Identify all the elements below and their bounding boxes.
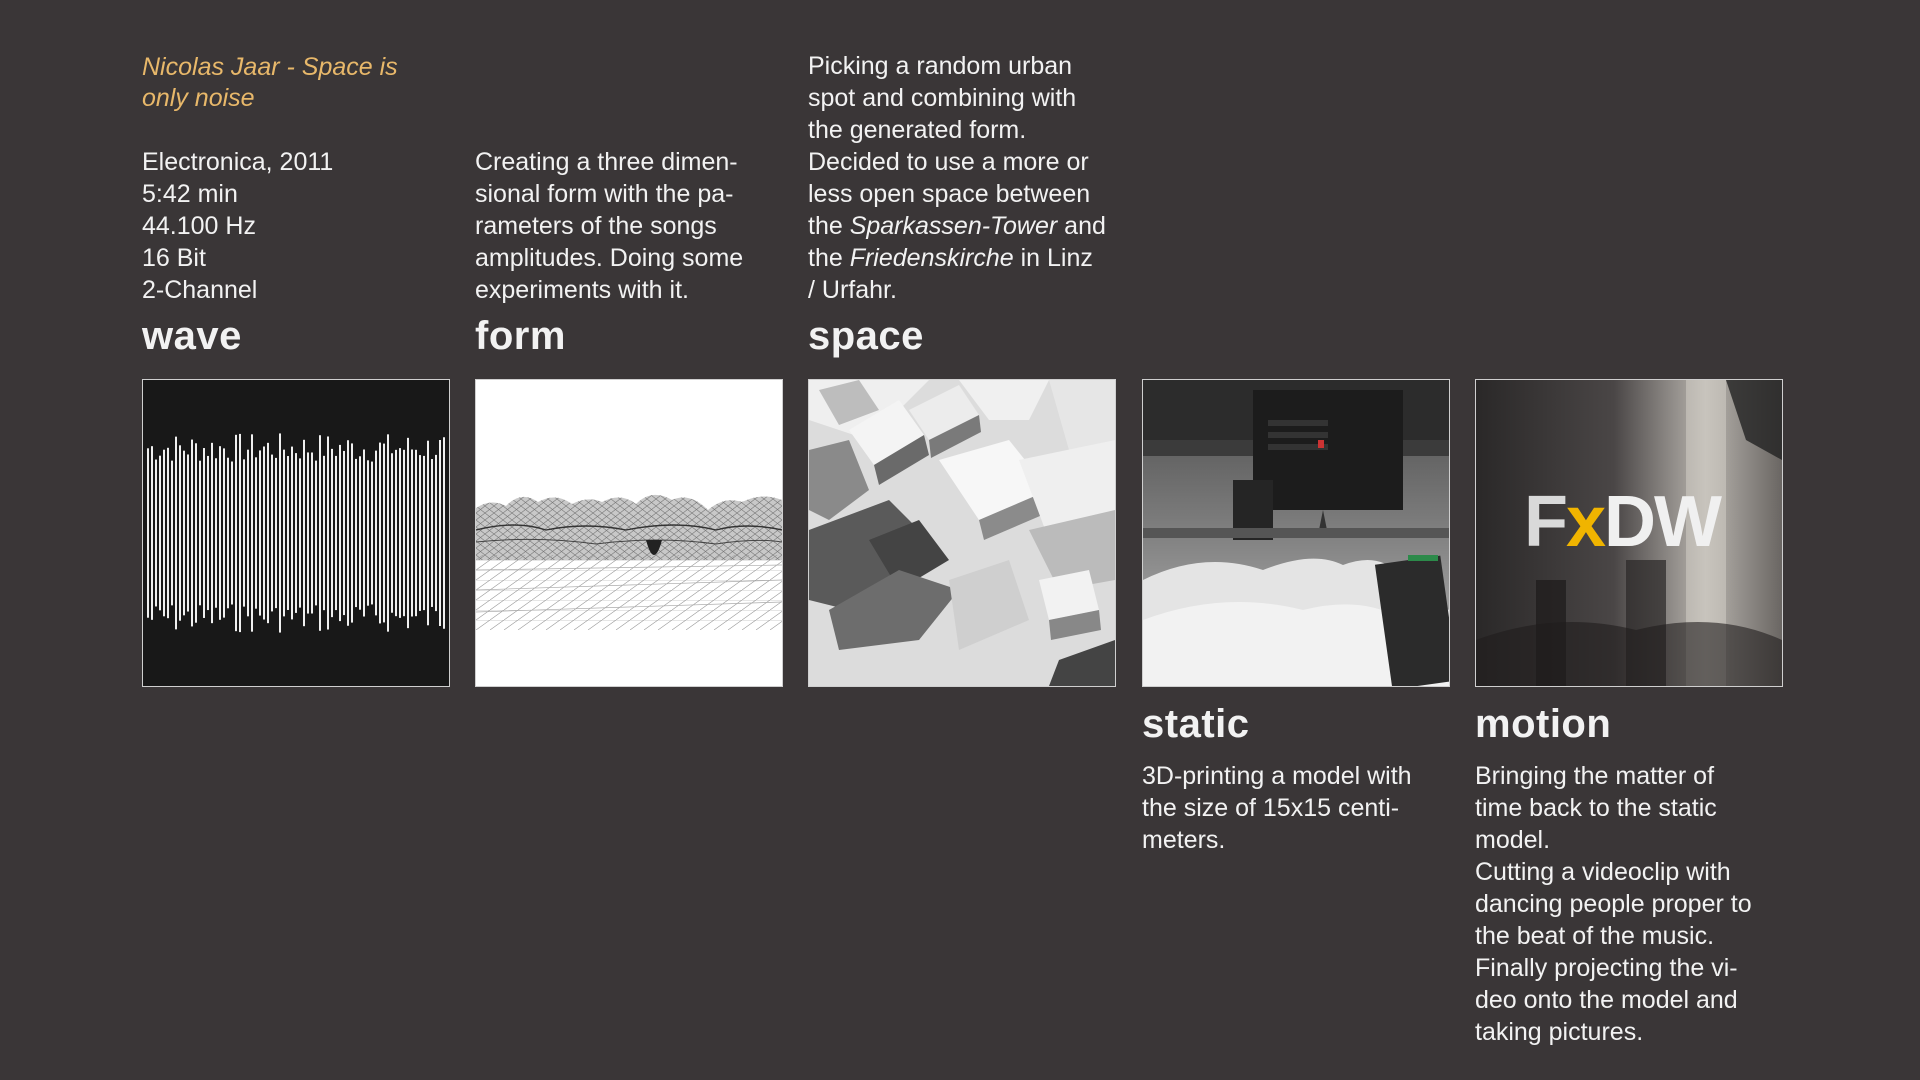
wave-heading: wave	[142, 314, 242, 358]
waveform-bar	[275, 458, 277, 608]
logo-dw: DW	[1604, 482, 1720, 562]
motion-description: Bringing the matter of time back to the static model. Cutting a videoclip with dancing people proper to the beat of the music. Finally projecting the vi- deo onto the model and taking pictures.	[1475, 762, 1752, 1046]
song-meta	[142, 146, 442, 306]
waveform-bar	[151, 446, 153, 620]
waveform-bar	[183, 451, 185, 616]
waveform-bar	[211, 443, 213, 623]
waveform-bar	[359, 456, 361, 609]
waveform-bar	[259, 450, 261, 615]
waveform-bar	[167, 448, 169, 618]
form-heading: form	[475, 314, 566, 358]
waveform-bar	[223, 448, 225, 617]
waveform-bar	[195, 443, 197, 622]
waveform-bar	[255, 457, 257, 608]
waveform-bar	[287, 456, 289, 610]
static-description: 3D-printing a model with the size of 15x15 centi- meters.	[1142, 762, 1412, 854]
city-model-image	[808, 379, 1116, 687]
waveform-bar	[375, 451, 377, 616]
space-heading: space	[808, 314, 924, 358]
logo-f: F	[1524, 482, 1566, 562]
space-desc-part2: and the	[808, 212, 1106, 272]
waveform-bar	[299, 458, 301, 607]
waveform-bar	[243, 459, 245, 606]
waveform-bar	[307, 452, 309, 613]
waveform-bar	[423, 456, 425, 610]
waveform-bar	[419, 455, 421, 611]
3d-printer-image	[1142, 379, 1450, 687]
waveform-bar	[199, 461, 201, 606]
waveform-bar	[235, 435, 237, 631]
waveform-bar	[343, 451, 345, 615]
waveform-bar	[159, 456, 161, 611]
waveform-bar	[283, 450, 285, 617]
waveform-bar	[323, 456, 325, 610]
waveform-bar	[367, 460, 369, 605]
waveform-bar	[279, 433, 281, 632]
waveform-bar	[403, 450, 405, 616]
waveform-bar	[415, 450, 417, 616]
waveform-bar	[383, 444, 385, 623]
waveform-bar	[311, 452, 313, 613]
waveform-bar	[179, 445, 181, 620]
song-duration: 5:42 min	[142, 180, 238, 208]
waveform-bar	[399, 448, 401, 618]
waveform-bar	[155, 460, 157, 607]
waveform-bar	[379, 443, 381, 624]
waveform-bar	[391, 453, 393, 612]
projection-photo-image	[1475, 379, 1783, 687]
wave-column	[142, 52, 442, 114]
waveform-bar	[427, 441, 429, 626]
waveform-bar	[327, 436, 329, 629]
waveform-bar	[395, 450, 397, 616]
waveform-bar	[435, 455, 437, 611]
waveform-bar	[443, 437, 445, 629]
waveform-bar	[315, 461, 317, 606]
waveform-bar	[291, 447, 293, 620]
waveform-bar	[247, 450, 249, 617]
song-title: Nicolas Jaar - Space is only noise	[142, 53, 398, 112]
waveform-bar	[335, 456, 337, 610]
waveform-bar	[147, 448, 149, 617]
waveform-bar	[207, 456, 209, 610]
waveform-bar	[267, 443, 269, 623]
song-sample-rate: 44.100 Hz	[142, 212, 256, 240]
waveform-bar	[175, 437, 177, 630]
space-description	[808, 50, 1138, 306]
waveform-bar	[347, 440, 349, 626]
waveform-bar	[219, 446, 221, 620]
waveform-bar	[439, 440, 441, 626]
waveform-bar	[407, 438, 409, 628]
sparkassen-tower-text: Sparkassen-Tower	[849, 212, 1058, 240]
waveform-bar	[295, 453, 297, 613]
waveform-bar	[171, 461, 173, 606]
waveform-bar	[163, 450, 165, 617]
space-desc-part3: in Linz / Urfahr.	[808, 244, 1093, 304]
song-bit-depth: 16 Bit	[142, 244, 206, 272]
waveform-bar	[303, 440, 305, 626]
waveform-bar	[387, 434, 389, 631]
waveform-bar	[215, 458, 217, 607]
waveform-bar	[239, 434, 241, 632]
song-genre-year: Electronica, 2011	[142, 148, 334, 176]
waveform-bar	[191, 440, 193, 627]
waveform-bar	[203, 448, 205, 618]
form-description: Creating a three dimen- sional form with the pa- rameters of the songs amplitudes. Doing some experiments with it.	[475, 148, 744, 304]
waveform-bar	[411, 449, 413, 616]
waveform-bar	[331, 449, 333, 617]
waveform-bar	[263, 446, 265, 619]
wireframe-landscape-image	[475, 379, 783, 687]
waveform-bar	[187, 454, 189, 611]
waveform-image	[142, 379, 450, 687]
waveform-bar	[251, 434, 253, 631]
space-desc-part1: Picking a random urban spot and combining with the generated form. Decided to use a more or less open space between the	[808, 52, 1091, 240]
waveform-bar	[339, 445, 341, 621]
static-heading: static	[1142, 702, 1250, 746]
waveform-bar	[231, 461, 233, 604]
waveform-bar	[319, 435, 321, 631]
waveform-bar	[355, 459, 357, 607]
song-channels: 2-Channel	[142, 276, 258, 304]
waveform-bar	[363, 449, 365, 616]
waveform-bar	[351, 443, 353, 622]
fxdw-logo	[1524, 484, 1720, 560]
friedenskirche-text: Friedenskirche	[849, 244, 1014, 272]
waveform-bar	[227, 458, 229, 609]
waveform-bar	[371, 462, 373, 605]
waveform-bar	[431, 459, 433, 607]
waveform-bar	[271, 455, 273, 612]
motion-heading: motion	[1475, 702, 1612, 746]
logo-x: x	[1565, 482, 1605, 562]
